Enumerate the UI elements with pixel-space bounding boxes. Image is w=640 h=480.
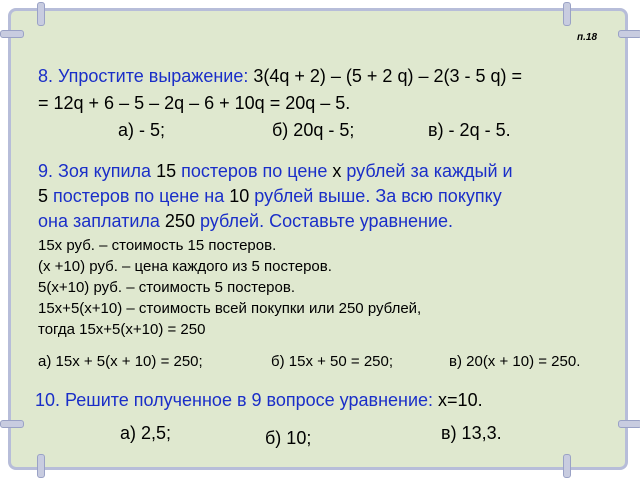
frame-pin-decoration	[563, 2, 571, 26]
question-9-solution-line: 15х руб. – стоимость 15 постеров.	[38, 237, 277, 254]
question-9-option-a: а) 15х + 5(х + 10) = 250;	[38, 353, 203, 370]
question-9-number: 5	[38, 186, 49, 206]
question-8-line1	[38, 66, 522, 87]
question-8-option-a: а) - 5;	[118, 120, 166, 140]
question-9-text: рублей выше. За всю покупку	[254, 186, 502, 206]
frame-pin-decoration	[0, 420, 24, 428]
question-8-prefix: 8. Упростите выражение:	[38, 66, 249, 86]
frame-pin-decoration	[563, 454, 571, 478]
question-9-option-b: б) 15х + 50 = 250;	[271, 353, 394, 370]
question-8-line2: = 12q + 6 – 5 – 2q – 6 + 10q = 20q – 5.	[38, 93, 351, 113]
question-9-text: постеров по цене на	[53, 186, 225, 206]
question-9-text: постеров по цене	[181, 161, 328, 181]
question-9-solution-line: 15х+5(х+10) – стоимость всей покупки или 250 рублей,	[38, 300, 422, 317]
question-10-option-c: в) 13,3.	[441, 423, 502, 443]
question-9-text: 9. Зоя купила	[38, 161, 152, 181]
question-9-number: 10	[229, 186, 250, 206]
question-9-number: 250	[164, 211, 195, 231]
frame-pin-decoration	[618, 30, 640, 38]
question-9-solution-line: 5(х+10) руб. – стоимость 5 постеров.	[38, 279, 295, 296]
question-10-line	[35, 390, 483, 411]
page-reference: п.18	[577, 32, 598, 43]
question-9-option-c: в) 20(х + 10) = 250.	[449, 353, 581, 370]
question-9-line2	[38, 186, 502, 207]
frame-pin-decoration	[37, 454, 45, 478]
question-9-text: она заплатила	[38, 211, 160, 231]
question-9-solution-line: тогда 15х+5(х+10) = 250	[38, 321, 206, 338]
question-9-solution-line: (х +10) руб. – цена каждого из 5 постеров.	[38, 258, 332, 275]
question-10-prefix: 10. Решите полученное в 9 вопросе уравнение:	[35, 390, 434, 410]
question-8-option-b: б) 20q - 5;	[272, 120, 355, 140]
frame-pin-decoration	[0, 30, 24, 38]
question-9-line1	[38, 161, 513, 182]
question-10-answer: х=10.	[438, 390, 483, 410]
question-10-option-a: а) 2,5;	[120, 423, 172, 443]
question-9-text: рублей. Составьте уравнение.	[199, 211, 454, 231]
question-8-expression: 3(4q + 2) – (5 + 2 q) – 2(3 - 5 q) =	[253, 66, 523, 86]
question-9-variable: x	[332, 161, 342, 181]
question-9-number: 15	[156, 161, 177, 181]
question-9-text: рублей за каждый и	[346, 161, 513, 181]
question-8-option-c: в) - 2q - 5.	[428, 120, 511, 140]
frame-pin-decoration	[618, 420, 640, 428]
question-9-line3	[38, 211, 453, 232]
question-10-option-b: б) 10;	[265, 428, 312, 448]
frame-pin-decoration	[37, 2, 45, 26]
